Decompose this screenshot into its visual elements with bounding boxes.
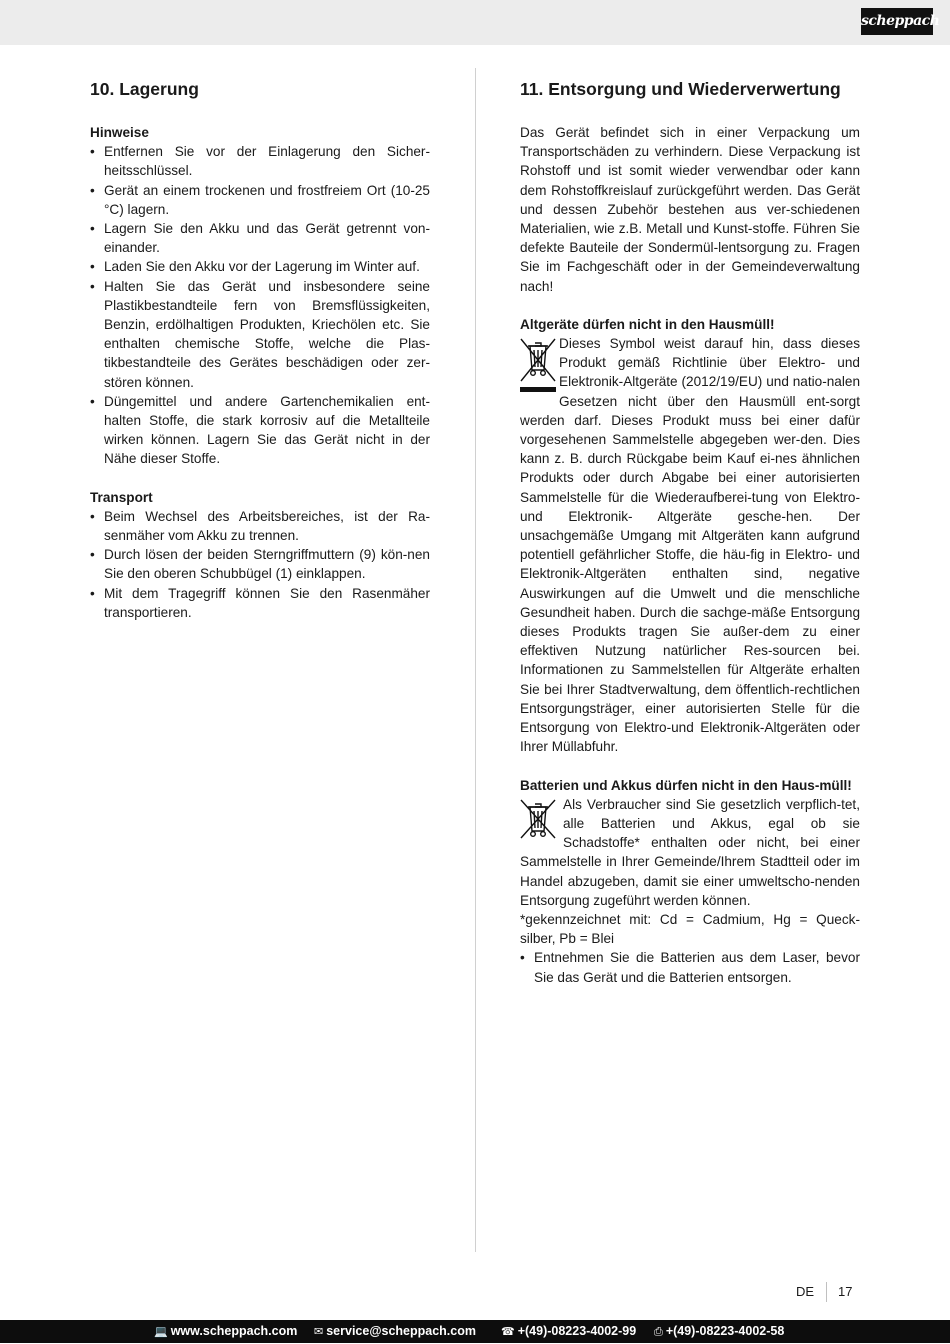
left-column [90,76,430,622]
section-title-entsorgung: 11. Entsorgung und Wiederverwertung [520,79,841,99]
list-item: • Gerät an einem trockenen und frostfreiem Ort (10-25 °C) lagern. [90,181,430,219]
crossed-out-wheelie-bin-icon [519,337,559,395]
list-item: • Beim Wechsel des Arbeitsbereiches, ist der Ra-senmäher vom Akku zu trennen. [90,507,430,545]
right-column [520,76,860,987]
fax-text: +(49)-08223-4002-58 [665,1324,785,1338]
envelope-icon: ✉ [314,1326,324,1338]
batterien-block [520,795,860,910]
intro-paragraph: Das Gerät befindet sich in einer Verpackung um Transportschäden zu verhindern. Diese Verpackung ist Rohstoff und ist somit wieder verwendbar oder kann dem Rohstoffkreislauf zurückgeführt werden. Das Gerät und dessen Zubehör bestehen aus ver-schiedenen Materialien, wie z.B. Metall und Kunst-stoffe. Führen Sie defekte Bauteile der Sondermül-lentsorgung zu. Fragen Sie im Fachgeschäft oder in der Gemeindeverwaltung nach! [520,125,860,294]
column-divider [475,68,476,1252]
list-item: • Entfernen Sie vor der Einlagerung den Sicher-heitsschlüssel. [90,142,430,180]
batterien-paragraph: Als Verbraucher sind Sie gesetzlich verpflich-tet, alle Batterien und Akkus, egal ob sie Schadstoffe* enthalten oder nicht, bei einer Sammelstelle in Ihrer Gemeinde/Ihrem Stadtteil oder im Handel abzugeben, damit sie einer umweltscho-nenden Entsorgung zugeführt werden können. [520,796,860,908]
transport-heading: Transport [90,489,153,505]
email-contact[interactable] [314,1320,476,1344]
phone-contact[interactable] [501,1320,636,1344]
section-title-lagerung: 10. Lagerung [90,79,199,99]
hinweise-heading: Hinweise [90,125,149,140]
hinweise-list [90,142,430,468]
list-item: • Durch lösen der beiden Sterngriffmuttern (9) kön-nen Sie den oberen Schubbügel (1) einklappen. [90,545,430,583]
list-item: • Halten Sie das Gerät und insbesondere seine Plastikbestandteile fern von Bremsflüssigkeiten, Benzin, erdölhaltigen Produkten, Kriechölen etc. Sie enthalten chemische Stoffe, welche die Plas-tikbestandteile des Gerätes beschädigen oder zer-stören können. [90,277,430,392]
footer-separator [826,1282,827,1302]
batterien-heading: Batterien und Akkus dürfen nicht in den Haus-müll! [520,777,852,793]
computer-icon: 💻 [154,1326,168,1338]
email-text: service@scheppach.com [326,1324,476,1338]
batterien-list [520,948,860,986]
list-item: • Lagern Sie den Akku und das Gerät getrennt von-einander. [90,219,430,257]
list-item: • Entnehmen Sie die Batterien aus dem Laser, bevor Sie das Gerät und die Batterien entsorgen. [520,948,860,986]
altgeraete-paragraph: Dieses Symbol weist darauf hin, dass dieses Produkt gemäß Richtlinie über Elektro- und Elektronik-Altgeräte (2012/19/EU) und natio-nalen Gesetzen nicht über den Hausmüll ent-sorgt werden darf. Dieses Produkt muss bei einer dafür vorgesehenen Sammelstelle abgegeben wer-den. Dies kann z. B. durch Rückgabe beim Kauf ei-nes ähnlichen Produkts oder durch Abgabe bei einer autorisierten Sammelstelle für die Wiederaufberei-tung von Elektro- und Elektronik- Altgeräte gesche-hen. Der unsachgemäße Umgang mit Altgeräten kann aufgrund potentiell gefährlicher Stoffe, die häu-fig in Elektro- und Elektronik-Altgeräten enthalten sind, negative Auswirkungen auf die Umwelt und die menschliche Gesundheit haben. Durch die sachge-mäße Entsorgung dieses Produkts tragen Sie außer-dem zu einer effektiven Nutzung natürlicher Res-sourcen bei. Informationen zu Sammelstellen für Altgeräte erhalten Sie bei Ihrer Stadtverwaltung, dem öffentlich-rechtlichen Entsorgungsträger, einer autorisierten Stelle für die Entsorgung von Elektro-und Elektronik-Altgeräten oder Ihrer Müllabfuhr. [520,336,860,755]
website-contact[interactable] [154,1320,297,1344]
crossed-out-wheelie-bin-icon [519,798,559,840]
website-text: www.scheppach.com [170,1324,298,1338]
phone-text: +(49)-08223-4002-99 [517,1324,637,1338]
page-number: 17 [838,1284,853,1299]
altgeraete-heading: Altgeräte dürfen nicht in den Hausmüll! [520,316,775,332]
altgeraete-block [520,334,860,756]
fax-icon: ⎙ [654,1326,663,1338]
list-item: • Laden Sie den Akku vor der Lagerung im Winter auf. [90,257,430,276]
phone-icon: ☎ [501,1326,515,1338]
list-item: • Düngemittel und andere Gartenchemikalien ent-halten Stoffe, die stark korrosiv auf die Metallteile wirken können. Lagern Sie das Gerät nicht in der Nähe dieser Stoffe. [90,392,430,469]
language-label: DE [796,1284,815,1299]
batterien-note: *gekennzeichnet mit: Cd = Cadmium, Hg = Queck-silber, Pb = Blei [520,911,860,947]
scheppach-logo: scheppach [861,8,933,35]
fax-contact [654,1320,784,1344]
transport-list [90,507,430,622]
list-item: • Mit dem Tragegriff können Sie den Rasenmäher transportieren. [90,584,430,622]
contact-bar [0,1320,950,1343]
top-bar [0,0,950,45]
